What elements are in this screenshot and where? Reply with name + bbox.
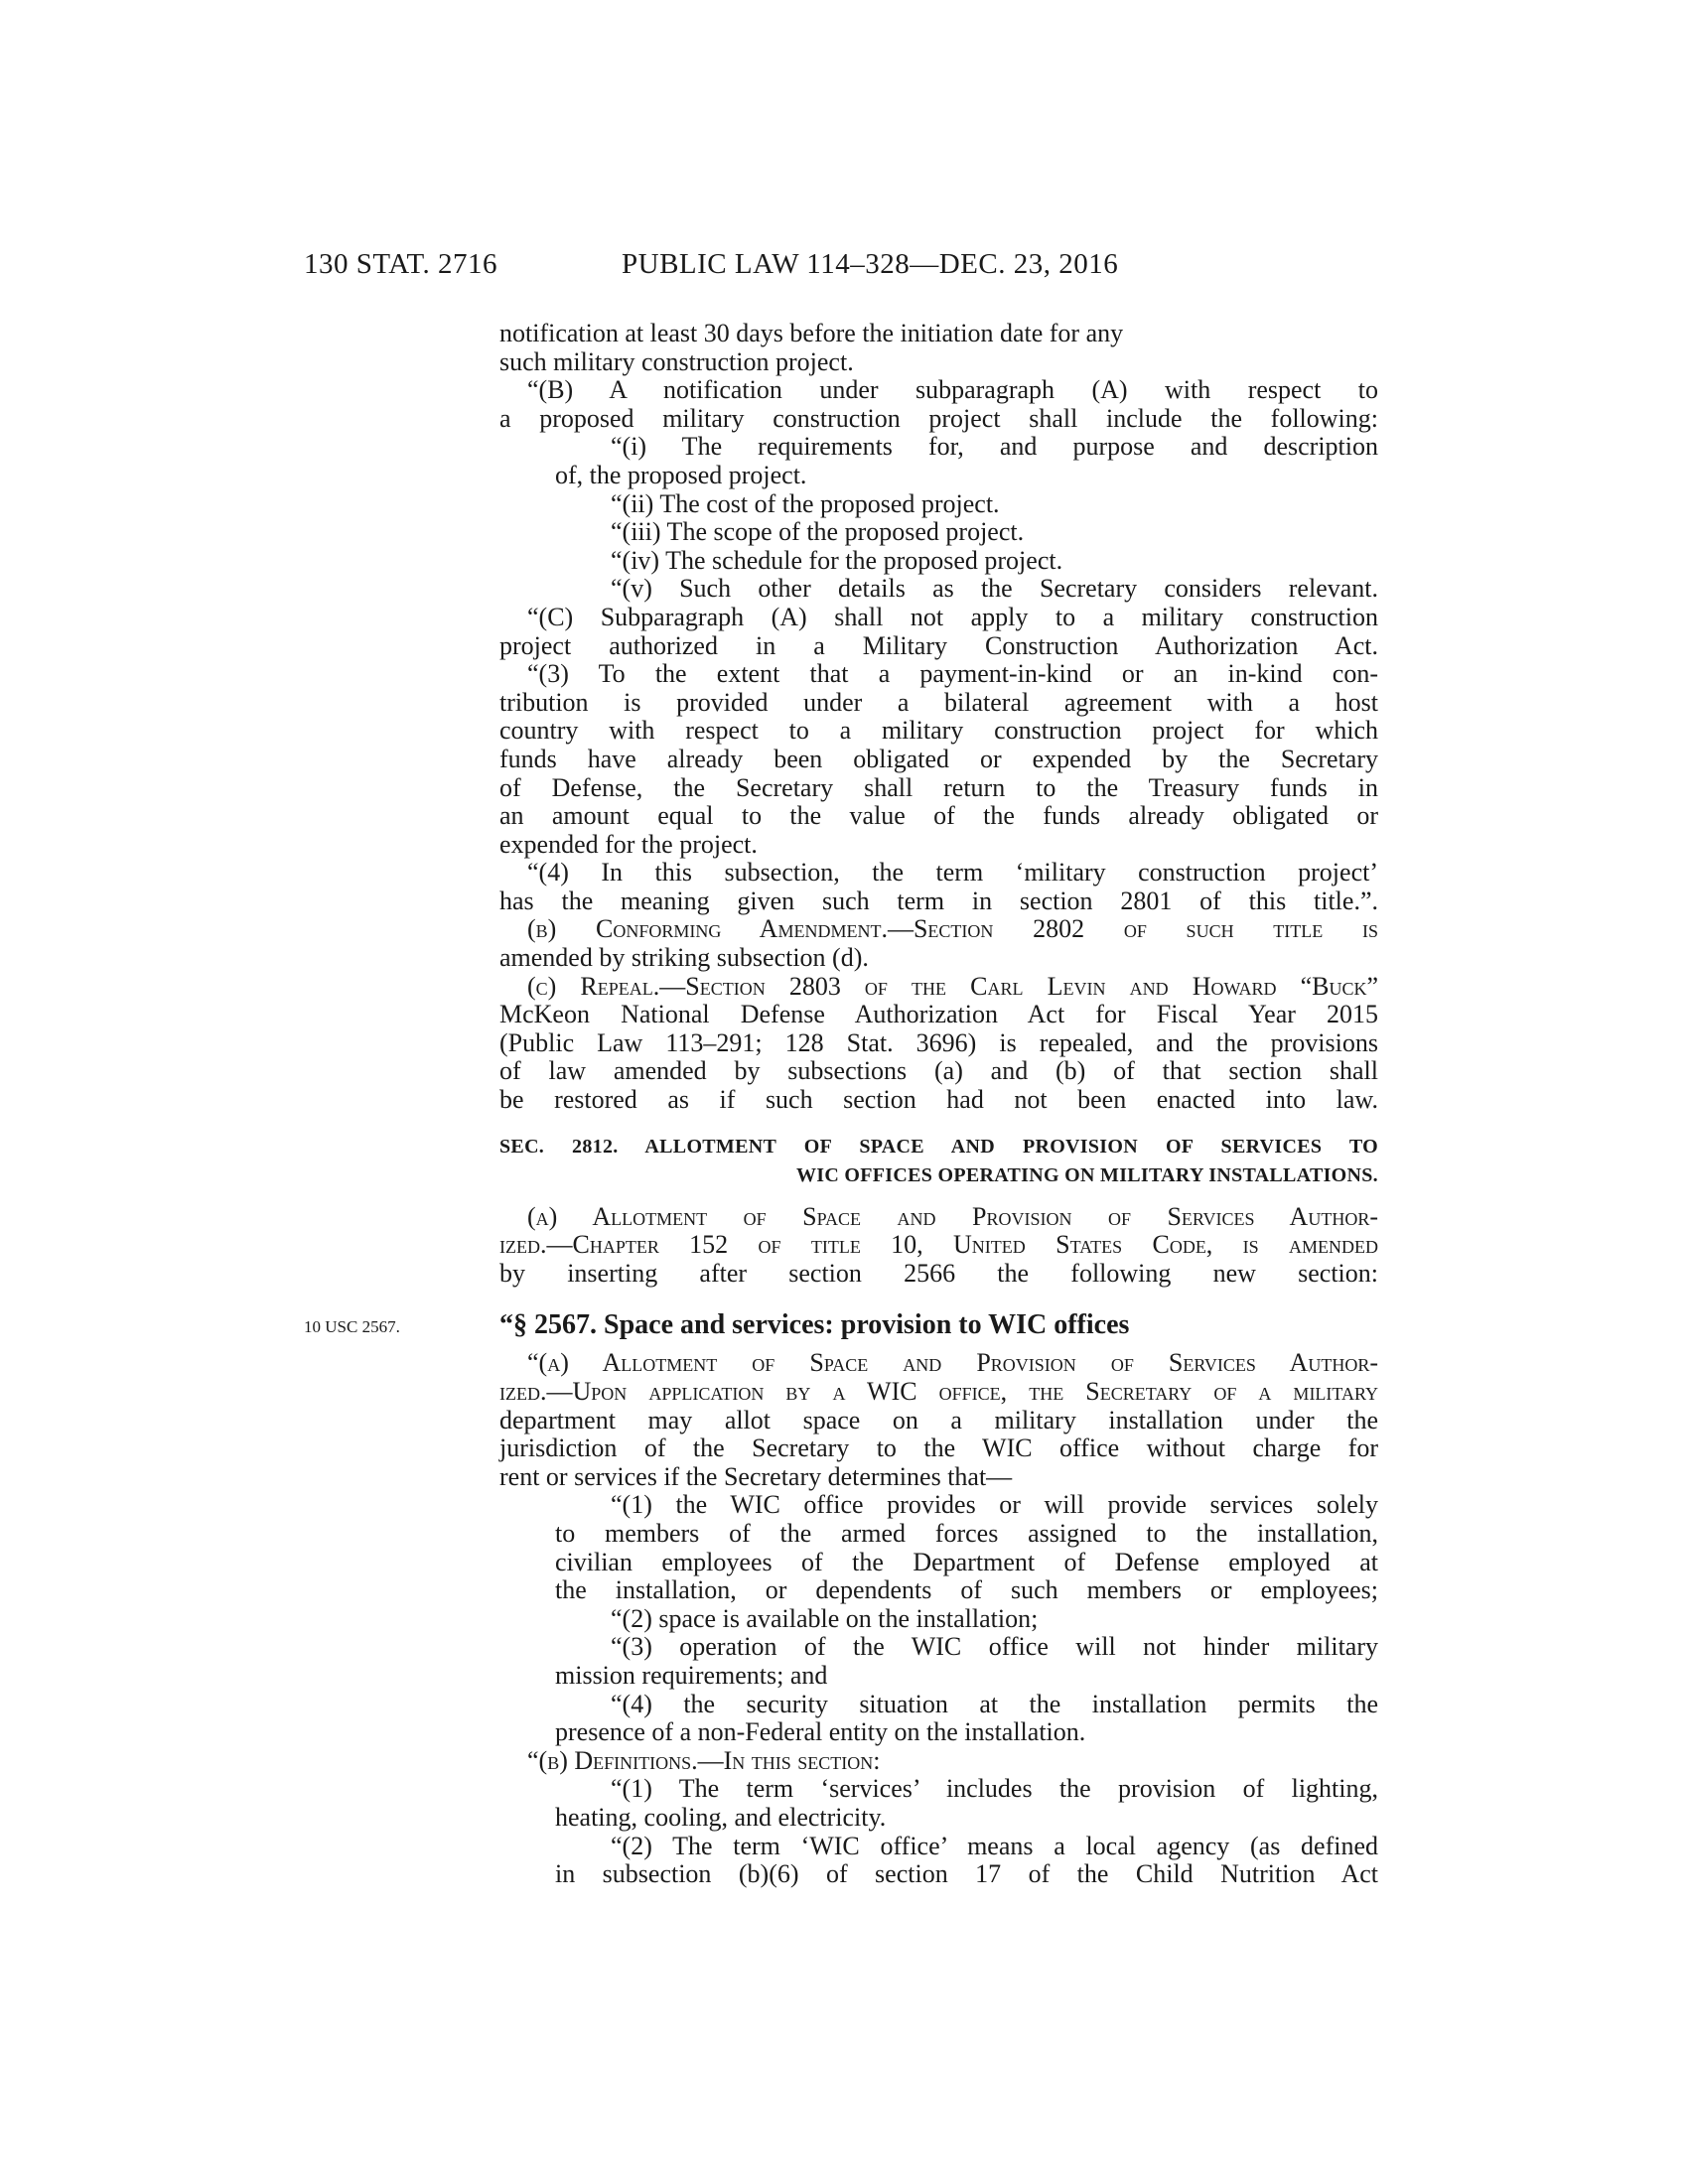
text-line: “(2) The term ‘WIC office’ means a local agency (as defined <box>611 1831 1378 1860</box>
text-line: of Defense, the Secretary shall return to the Treasury funds in <box>499 772 1378 802</box>
text-line: “(iv) The schedule for the proposed project. <box>611 545 1063 575</box>
text-line: “(iii) The scope of the proposed project. <box>611 517 1025 547</box>
text-line: be restored as if such section had not been enacted into law. <box>499 1085 1378 1115</box>
text-line: “(3) To the extent that a payment-in-kind or an in-kind con- <box>527 659 1378 689</box>
text-line: “(4) the security situation at the installation permits the <box>611 1689 1378 1718</box>
text-line: heating, cooling, and electricity. <box>555 1802 887 1832</box>
text-line: “(1) the WIC office provides or will provide services solely <box>611 1490 1378 1520</box>
text-line: of law amended by subsections (a) and (b) of that section shall <box>499 1056 1378 1086</box>
text-line: amended by striking subsection (d). <box>499 943 869 973</box>
text-line: of, the proposed project. <box>555 460 807 489</box>
text-line: presence of a non-Federal entity on the installation. <box>555 1717 1086 1747</box>
text-line: “(3) operation of the WIC office will not hinder military <box>611 1632 1378 1662</box>
page-header <box>304 248 1366 288</box>
text-line: has the meaning given such term in section 2801 of this title.”. <box>499 886 1378 915</box>
text-line: in subsection (b)(6) of section 17 of the Child Nutrition Act <box>555 1859 1378 1889</box>
text-line: to members of the armed forces assigned to the installation, <box>555 1518 1378 1548</box>
section-spacer <box>499 1115 1378 1133</box>
text-line: (b) Conforming Amendment.—Section 2802 of such title is <box>527 914 1378 944</box>
text-line: “(C) Subparagraph (A) shall not apply to a military construction <box>527 602 1378 631</box>
text-line: rent or services if the Secretary determines that— <box>499 1461 1013 1491</box>
text-line: McKeon National Defense Authorization Act for Fiscal Year 2015 <box>499 1000 1378 1029</box>
text-line: notification at least 30 days before the initiation date for any <box>499 319 1124 347</box>
text-line: (a) Allotment of Space and Provision of Services Author- <box>527 1201 1378 1231</box>
text-line: (Public Law 113–291; 128 Stat. 3696) is repealed, and the provisions <box>499 1027 1378 1057</box>
text-line: (c) Repeal.—Section 2803 of the Carl Levin and Howard “Buck” <box>527 971 1378 1001</box>
text-line: mission requirements; and <box>555 1660 828 1690</box>
text-line: ized.—Upon application by a WIC office, the Secretary of a military <box>499 1377 1378 1406</box>
text-line: department may allot space on a military installation under the <box>499 1405 1378 1434</box>
public-law-title: PUBLIC LAW 114–328—DEC. 23, 2016 <box>622 248 1119 280</box>
section-title: “§ 2567. Space and services: provision to WIC offices <box>499 1309 1130 1341</box>
text-line: such military construction project. <box>499 346 854 376</box>
text-line: a proposed military construction project shall include the following: <box>499 403 1378 433</box>
text-line: an amount equal to the value of the funds already obligated or <box>499 801 1378 831</box>
section-heading-line: WIC OFFICES OPERATING ON MILITARY INSTALLATIONS. <box>795 1163 1378 1186</box>
text-line: “(v) Such other details as the Secretary considers relevant. <box>611 574 1378 604</box>
text-line: civilian employees of the Department of Defense employed at <box>555 1547 1378 1576</box>
text-line: “(i) The requirements for, and purpose and description <box>611 432 1378 462</box>
text-line: “(ii) The cost of the proposed project. <box>611 488 1000 518</box>
text-line: funds have already been obligated or expended by the Secretary <box>499 744 1378 773</box>
text-line: country with respect to a military construction project for which <box>499 716 1378 746</box>
document-body <box>304 319 1378 1889</box>
text-line: tribution is provided under a bilateral agreement with a host <box>499 687 1378 717</box>
text-line: “(b) Definitions.—In this section: <box>527 1745 881 1775</box>
text-line: by inserting after section 2566 the following new section: <box>499 1258 1378 1288</box>
text-line: “(4) In this subsection, the term ‘military construction project’ <box>527 858 1378 887</box>
text-line: expended for the project. <box>499 829 758 859</box>
text-line: the installation, or dependents of such members or employees; <box>555 1575 1378 1605</box>
statute-page-number: 130 STAT. 2716 <box>304 248 498 280</box>
text-line: “(B) A notification under subparagraph (A) with respect to <box>527 375 1378 405</box>
text-line: jurisdiction of the Secretary to the WIC office without charge for <box>499 1433 1378 1463</box>
text-line: ized.—Chapter 152 of title 10, United States Code, is amended <box>499 1230 1378 1260</box>
text-line: “(2) space is available on the installation; <box>611 1603 1039 1633</box>
text-line: “(1) The term ‘services’ includes the provision of lighting, <box>611 1774 1378 1804</box>
section-title-row <box>304 1309 1378 1341</box>
usc-margin-note: 10 USC 2567. <box>304 1317 400 1337</box>
section-heading <box>499 1133 1378 1190</box>
section-heading-line: SEC. 2812. ALLOTMENT OF SPACE AND PROVISION OF SERVICES TO <box>499 1135 1378 1158</box>
text-line: “(a) Allotment of Space and Provision of Services Author- <box>527 1348 1378 1378</box>
text-line: project authorized in a Military Construction Authorization Act. <box>499 630 1378 660</box>
